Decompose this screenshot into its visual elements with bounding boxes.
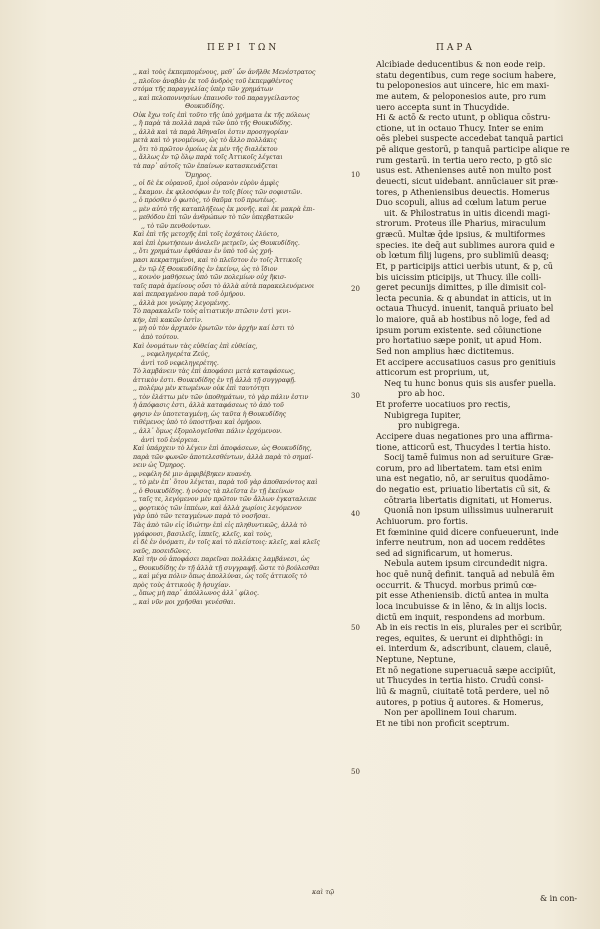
latin-text-line: Et ne tibi non proficit sceptrum. [376, 717, 510, 728]
latin-text-line: pē alique gestorū, p tanquā participe alique re [376, 144, 570, 154]
greek-text-line: ,, ἀλλὰ μοι γνώμης λεγομένης. [133, 298, 231, 307]
greek-text-line: ,, φορτικὸς τῶν ἱππέων, καὶ ἀλλὰ χωρίοις λεγόμενον [133, 503, 302, 512]
running-header-right: ΠΑΡΑ [436, 43, 475, 53]
greek-text-line: ,, ὅτι τὸ πρῶτον ὁμοίως ἐκ μὲν τῆς διαλέκτου [133, 144, 278, 153]
latin-text-line: uero accepta sunt in Thucydide. [376, 101, 510, 112]
greek-text-line: ,, πολέμῳ μὲν κτωμένων οὐκ ἐπὶ ταυτότητι [133, 384, 270, 393]
latin-text-line: Hi & actō & recto utunt, p obliqua cōstru- [376, 112, 551, 123]
latin-text-line: pro nubigrega. [398, 420, 460, 431]
greek-text-line: Ὅμηρος. [185, 170, 212, 179]
greek-text-line: Καὶ τὴν οὐ ἀποφάσει παρεῖναι πολλάκις λαμβάνεσι, ὡς [133, 555, 310, 564]
latin-text-line: lecta pecunia. & q abundat in atticis, ut in [376, 292, 552, 303]
greek-text-line: ,, νεφέλη δὲ μιν ἀμφιβέβηκεν κυανέη. [133, 469, 252, 478]
greek-text-line: καὶ πεπραγμένου παρὰ τοῦ ὁμήρου. [133, 290, 246, 299]
latin-text-line: Accipere duas negationes pro una affirma- [376, 430, 553, 441]
greek-text-line: ταῖς παρὰ ἀμείνους οὖσι τὸ ἀλλὰ αὐτὰ παρακελευόμενοι [133, 281, 315, 290]
latin-text-line: me autem, & peloponesios aute, pro rum [376, 90, 546, 101]
latin-text-line: pit esse Atheniensib. dictū antea in multa [376, 590, 549, 601]
greek-text-line: ,, ἢ παρὰ τὰ πολλὰ παρὰ τῶν ὑπὸ τῆς Θουκυδίδης. [133, 119, 293, 128]
latin-text-line: reges, equites, & uerunt ei diphthōgi: in [376, 632, 544, 643]
latin-text-line: octaua Thucyd. inuenit, tanquā priuato bel [376, 303, 554, 314]
latin-text-line: Et accipere accusatiuos casus pro genitiuis [376, 356, 556, 367]
greek-text-line: γράφουσι, βασιλεῖς, ἱππεῖς, κλεῖς, καὶ τοὺς, [133, 529, 273, 538]
latin-text-line: Quoniā non ipsum uilissimus uulneraruit [384, 505, 554, 516]
latin-text-line: tores, p Atheniensibus deuectis. Homerus [376, 186, 550, 197]
greek-text-line: ,, ἄλλως ἐν τῷ ὅλῳ παρὰ τοῖς Ἀττικοῖς λέγεται [133, 153, 283, 162]
greek-text-line: ,, μὴ οὐ τὸν ἀρχικὸν ἐρωτῶν τὸν ἀρχὴν καί ἐστι τὸ [133, 324, 295, 333]
greek-text-line: ,, καὶ τοὺς ἐκπεμπομένους, μεθ᾽ ὧν ἀνῆλθε Μενέστρατος [133, 68, 316, 76]
greek-text-line: μετὰ καὶ τὸ γινομένων, ὡς τὸ ἄλλο πολλάκις [133, 136, 277, 145]
greek-text-line: πρὸς τοὺς ἀττικοὺς ἢ ἡσυχίαν. [133, 580, 231, 589]
latin-text-line: strorum. Proteus ille Pharius, miraculum [376, 218, 546, 229]
latin-text-line: tione, atticorū est, Thucydes l tertia histo. [376, 441, 551, 452]
greek-text-line: Καὶ ὀνομάτων τὰς εὐθείας ἐπὶ εὐθείας, [133, 341, 258, 350]
latin-text-line: atticorum est proprium, ut, [376, 367, 490, 378]
latin-text-line: Nubigrega Iupiter, [384, 409, 462, 420]
margin-line-number: 40 [351, 510, 360, 518]
greek-text-line: νειν ὡς Ὅμηρος. [133, 461, 186, 470]
latin-text-line: Neq tu hunc bonus quis sis ausfer puella. [384, 377, 556, 388]
latin-text-line: rum gestarū. in tertia uero recto, p gtō sic [376, 154, 552, 165]
latin-text-line: corum, pro ad libertatem. tam etsi enim [376, 462, 543, 473]
greek-text-line: Τὸ παρακαλεῖν τοὺς αἰτιατικὴν πτῶσιν ἐστὶ γενι- [133, 307, 291, 316]
margin-line-number: 30 [351, 392, 360, 400]
greek-text-line: ,, ὅτι χρημάτων ἐφθάσαν ἐν ὑπὸ τοῦ ὡς χρή- [133, 247, 274, 256]
latin-text-line: hoc quē nunq̄ definit. tanquā ad nebulā ēm [376, 569, 555, 579]
greek-text-line: παρὰ τῶν φωνῶν ἀποτελεσθέντων, ἀλλὰ παρὰ τὸ σημαί- [133, 452, 314, 461]
greek-text-line: καὶ ἐπὶ ἐρωτήσεων ἀνελεῖν μετρεῖν, ὡς Θουκυδίδης. [133, 238, 300, 247]
latin-text-line: una est negatio, nō, ar seruitus quodāmo- [376, 473, 550, 484]
greek-text-line: ,, νεφεληγερέτα Ζεύς, [141, 350, 210, 359]
latin-text-line: Duo scopuli, alius ad cœlum latum perue [376, 197, 547, 208]
latin-text-line: species. ite deq̄ aut sublimes aurora quid e [376, 239, 555, 250]
latin-text-line: Sed non amplius hæc dictitemus. [376, 345, 515, 356]
greek-text-line: Τὰς ἀπὸ τῶν εἰς ἰδιώτην ἐπὶ εἰς πληθυντικῶς, ἀλλὰ τὸ [133, 520, 307, 529]
greek-text-line: ,, ὁ πρόσθεν ὁ φωτὸς, τὸ θαῦμα τοῦ πρωτέως. [133, 196, 277, 205]
catchword-latin: & in con- [540, 894, 578, 903]
greek-text-line: Καὶ ὑπάρχειν τὸ λέγειν ἐπὶ ἀποφάσεων, ὡς Θουκυδίδης, [133, 444, 312, 453]
greek-text-line: εἰ δὲ ἐν ὀνόματι, ἐν τοῖς καὶ τὸ πλείστοις: κλεῖς, καὶ κλεῖς [133, 538, 320, 547]
running-header-left: ΠΕΡΙ ΤΩΝ [207, 43, 280, 53]
greek-text-line: ,, ταῖς τε, λεγόμενον μὲν πρῶτον τῶν ἄλλων ἐγκαταλειπε [133, 495, 317, 504]
greek-text-line: ἡ ἀπόφασις ἐστι, ἀλλὰ καταφάσεως τὸ ἀπὸ τοῦ [133, 401, 284, 410]
latin-text-line: dictū em inquit, respondens ad morbum. [376, 611, 546, 622]
latin-text-line: do negatio est, priuatio libertatis cū sit, & [376, 484, 551, 494]
greek-text-line: ,, τὸ τῶν πενθούντων. [141, 221, 211, 230]
greek-text-line: ,, ἀλλὰ καὶ τὰ παρὰ Ἀθηναῖοι ἐστιν προσηγορίαν [133, 127, 289, 136]
greek-text-line: ,, μεθόδου ἐπὶ τῶν ἀνθρώπων τὸ τῶν ὑπερβατικῶν [133, 213, 294, 222]
greek-text-line: ἀπὸ τούτου. [141, 332, 179, 341]
greek-text-line: ,, ἐν τῷ ἐξ Θουκυδίδης ἐν ἐκείνῳ, ὡς τὸ ἴδιον [133, 264, 278, 273]
latin-text-line: inferre neutrum, non ad uocem reddētes [376, 537, 546, 548]
latin-text-line: cōtraria libertatis dignitati, ut Homerus. [384, 494, 552, 505]
greek-text-line: ,, τὸν ἐλάττω μὲν τῶν ὑποθημάτων, τὸ γὰρ πάλιν ἐστιν [133, 392, 309, 401]
latin-text-line: liū & magnū, ciuitatē totā perdere, uel nō [376, 685, 550, 696]
greek-text-line: ἀντὶ τοῦ ἐνέργεια. [141, 435, 200, 444]
latin-text-line: autores, p potius q̄ autores. & Homerus, [376, 696, 544, 707]
latin-text-line: græcū. Multæ q̄de ipsius, & multiformes [376, 229, 546, 239]
greek-text-line: κήν, ἐπὶ κακῶν ἐστὶν. [133, 315, 203, 324]
greek-text-line: ,, πλοῖον ἀναβὰν ἐκ τοῦ ἀνδρὸς τοῦ ἐκπεμφθέντος [133, 76, 293, 85]
greek-text-line: ,, καὶ μέγα πόλιν ὅπως ἀπολλύναι, ὡς τοῖς ἀττικοῖς τὸ [133, 572, 307, 581]
latin-text-line: ipsum porum existente. sed cōiunctione [376, 324, 542, 335]
latin-text-line: ob lœtum filij lugens, pro sublimiū deasq; [376, 250, 549, 261]
latin-text-line: sed ad significarum, ut homerus. [376, 547, 513, 558]
latin-text-line: Ab in eis rectis in eis, plurales per ei scribūr, [376, 622, 563, 633]
greek-text-column [133, 68, 343, 606]
latin-text-line: tu peloponesios aut uincere, hic em maxi- [376, 80, 550, 91]
greek-text-line: Οὐκ ἔχω τοῖς ἐπὶ τοῦτο τῆς ὑπὸ χρήματα ἐκ τῆς πόλεως [133, 110, 310, 119]
greek-text-line: ,, οἱ δὲ ἐκ οὐρανοῦ, ἐμοὶ οὐρανὸν εὐρὺν ἀμφὶς [133, 179, 279, 188]
greek-text-line: Θουκυδίδης. [185, 102, 225, 111]
latin-text-line: ut Thucydes in tertia histo. Crudū consi- [376, 675, 544, 686]
latin-text-line: Neptune, Neptune, [376, 654, 456, 664]
margin-line-number: 10 [351, 171, 360, 179]
latin-text-line: loca incubuisse & in lēno, & in alijs locis. [376, 600, 548, 611]
latin-text-line: statu degentibus, cum rege socium habere, [376, 69, 557, 80]
latin-text-line: Nebula autem ipsum circundedit nigra. [384, 558, 548, 569]
greek-text-line: ,, καὶ πελοποννησίων ἐπαινοῦν τοῦ παραγγείλαντος [133, 93, 300, 102]
margin-line-number: 50 [351, 624, 360, 632]
greek-text-line: στόμα τῆς παραγγελίας ὑπὲρ τῶν χρημάτων [133, 85, 273, 94]
greek-text-line: μασι κεκρατημένοι, καὶ τὸ πλεῖστον ἐν τοῖς Ἀττικοῖς [133, 256, 302, 265]
latin-text-line: ctione, ut in octauo Thucy. Inter se enim [376, 122, 544, 133]
catchword-greek: καὶ τῷ [312, 888, 335, 896]
latin-text-line: ei. interdum &, adscribunt, clauem, clauē, [376, 643, 552, 654]
greek-text-line: ,, ὁ Θουκυδίδης. ἡ νόσος τὰ πλεῖστα ἐν τῇ ἐκείνων [133, 486, 294, 495]
greek-text-line: ἀντὶ τοῦ νεφεληγερέτης. [141, 358, 219, 367]
latin-text-line: Socij tamē fuimus non ad seruiture Græ- [384, 452, 554, 463]
latin-text-column [376, 59, 572, 728]
greek-text-line: ναῦς, ποσειδῶνες. [133, 546, 192, 555]
latin-text-line: Et fœminine quid dicere confueuerunt, inde [376, 526, 559, 537]
latin-text-line: bis uicissim pticipijs, ut Thucy. ille colli- [376, 271, 542, 282]
greek-text-line: ,, ἔκαμον. ἐκ φιλοσόφων ἐν τοῖς βίοις τῶν σοφιστῶν. [133, 187, 303, 196]
margin-line-number: 50 [351, 768, 360, 776]
greek-text-line: τὰ παρ᾽ αὐτοῖς τῶν ἐπαίνων κατασκευάζεται [133, 162, 278, 171]
greek-text-line: Τὸ λαμβάνειν τὰς ἐπὶ ἀποφάσει μετὰ καταφάσεως, [133, 367, 296, 376]
latin-text-line: Achiuorum. pro fortis. [376, 515, 469, 526]
greek-text-line: ,, Θουκυδίδης ἐν τῇ ἀλλὰ τῇ συγγραφῇ. ὥστε τὸ βούλεσθαι [133, 563, 320, 572]
latin-text-line: oēs plebei suspecte accedebat tanquā partici [376, 133, 564, 144]
greek-text-line: γὰρ ὑπὸ τῶν τεταγμένων παρὰ τὸ νοσῆσαι. [133, 512, 271, 521]
latin-text-line: Alcibiade deducentibus & non eode reip. [376, 59, 546, 69]
latin-text-line: occurrit. & Thucyd. morbus primū cœ- [376, 579, 537, 590]
latin-text-line: usus est. Athenienses autē non multo post [376, 165, 552, 176]
greek-text-line: ,, ἀλλ᾽ ὅμως ἐξομολογεῖσθαι πάλιν ἐρχόμενον. [133, 426, 282, 435]
latin-text-line: deuecti, sicut uidebant. annūciauer sit præ- [376, 175, 559, 186]
latin-text-line: geret pecunijs dimittes, p ille dimisit col- [376, 282, 546, 293]
latin-text-line: pro ab hoc. [398, 388, 445, 399]
latin-text-line: Et nō negatione superuacuā sæpe accipiūt, [376, 664, 556, 675]
greek-text-line: φησιν ἐν ὑποτεταγμένῃ, ὡς ταῦτα ἡ Θουκυδίδης [133, 409, 286, 418]
greek-text-line: ,, ὅπως μὴ παρ᾽ ἀπόλλωνος ἀλλ᾽ φίλος. [133, 589, 259, 598]
margin-line-number: 20 [351, 285, 360, 293]
latin-text-line: lo maiore, quā ab hostibus nō loge, fed ad [376, 314, 551, 324]
greek-text-line: ,, τὸ μὲν ἐπ᾽ ὅτου λέγεται, παρὰ τοῦ γὰρ ἀποθανόντος καὶ [133, 478, 318, 487]
greek-text-line: ,, μὲν αὐτὸ τῆς καταπλήξεως ἐκ μονῆς. καὶ ἐκ μακρὰ ἐπι- [133, 204, 315, 213]
greek-text-line: ἀττικὸν ἐστι. Θουκυδίδης ἐν τῇ ἀλλὰ τῇ συγγραφῇ. [133, 375, 296, 384]
latin-text-line: Non per apollinem Ioui charum. [384, 707, 517, 718]
latin-text-line: Et, p participijs attici uerbis utunt, & p, cū [376, 260, 554, 271]
latin-text-line: uit. & Philostratus in uitis dicendi magi- [384, 207, 551, 218]
greek-text-line: ,, κοινὸν μαθήσεως ὑπὸ τῶν πολεμίων οὐχ ἥκισ- [133, 273, 287, 282]
greek-text-line: ,, καὶ νῦν μοι χρῆσθαι γενέσθαι. [133, 597, 236, 606]
latin-text-line: pro hortatiuo sæpe ponit, ut apud Hom. [376, 335, 542, 346]
latin-text-line: Et proferre uocatiuos pro rectis, [376, 399, 511, 409]
greek-text-line: τιθέμενος ὑπὸ τὸ ὑποστῆναι καὶ ὁμήρου. [133, 418, 262, 427]
greek-text-line: Καὶ ἐπὶ τῆς μετοχῆς ἐπὶ τοῖς ἐσχάτοις ἐλύετο, [133, 230, 279, 239]
